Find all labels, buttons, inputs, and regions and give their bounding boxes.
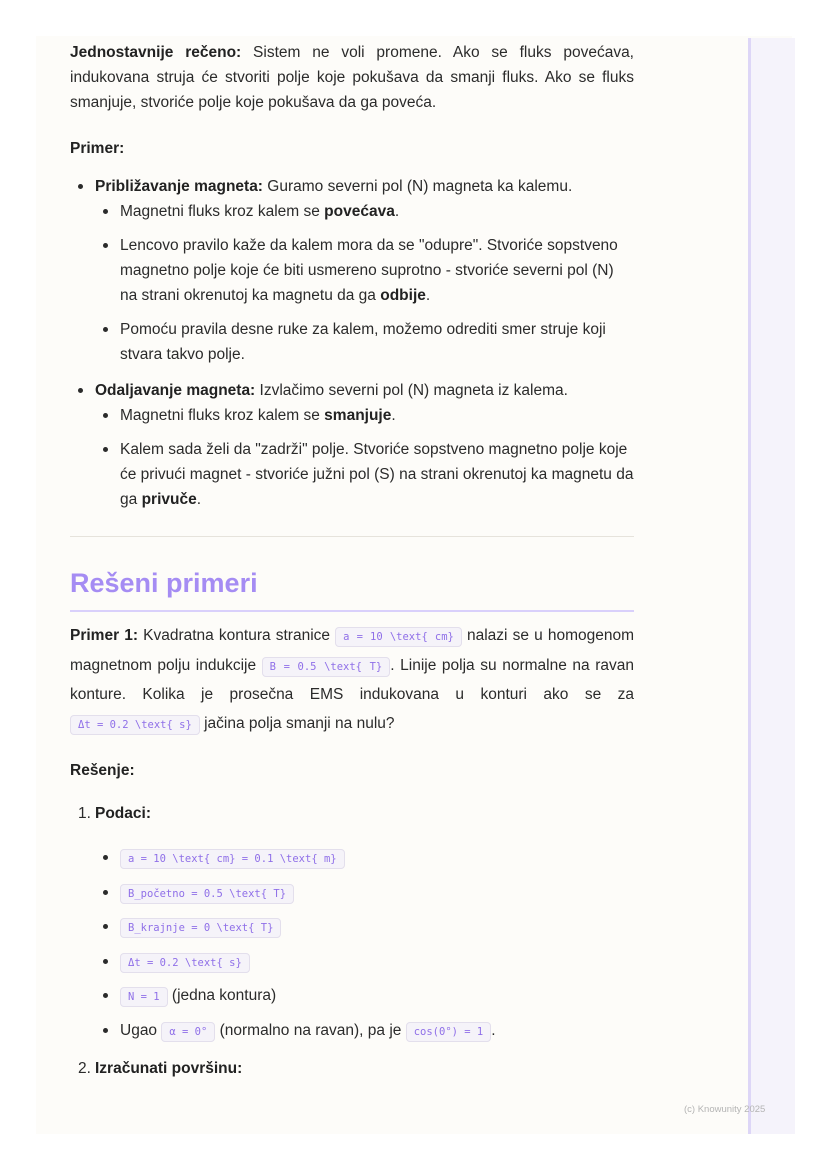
page-sidebar xyxy=(748,38,795,1134)
list-item: Magnetni fluks kroz kalem se smanjuje. xyxy=(95,403,634,428)
approach-title: Približavanje magneta: xyxy=(95,178,263,195)
math-inline: N = 1 xyxy=(120,987,168,1007)
list-item-approach: Približavanje magneta: Guramo severni pol (N) magneta ka kalemu. Magnetni fluks kroz kalem se povećava. Lencovo pravilo kaže da kalem mora da se "odupre". Stvoriće sopstveno magnetno polje koje će biti usmereno suprotno - stvoriće severni pol (N) na strani okrenutoj ka magnetu da ga odbije. Pomoću pravila desne ruke za kalem, možemo odrediti smer struje koji stvara takvo polje. xyxy=(70,174,634,367)
retreat-title: Odaljavanje magneta: xyxy=(95,382,256,399)
math-inline: B = 0.5 \text{ T} xyxy=(262,657,391,677)
list-item: Ugao α = 0° (normalno na ravan), pa je cos(0°) = 1 . xyxy=(95,1018,634,1053)
solution-steps xyxy=(70,801,634,1081)
step-item xyxy=(70,801,634,1052)
step-item xyxy=(70,1056,634,1081)
math-inline: cos(0°) = 1 xyxy=(406,1022,492,1042)
math-inline: B_početno = 0.5 \text{ T} xyxy=(120,884,294,904)
list-item: Magnetni fluks kroz kalem se povećava. xyxy=(95,199,634,224)
list-item: Lencovo pravilo kaže da kalem mora da se "odupre". Stvoriće sopstveno magnetno polje koje će biti usmereno suprotno - stvoriće severni pol (N) na strani okrenutoj ka magnetu da ga odbije. xyxy=(95,233,634,308)
copyright-footer: (c) Knowunity 2025 xyxy=(684,1104,766,1115)
section-title: Rešeni primeri xyxy=(70,565,634,612)
math-inline: B_krajnje = 0 \text{ T} xyxy=(120,918,281,938)
math-inline: α = 0° xyxy=(161,1022,215,1042)
examples-list xyxy=(70,174,634,512)
step-number: 2. xyxy=(78,1060,91,1077)
given-data-list xyxy=(95,845,634,1052)
math-inline: a = 10 \text{ cm} xyxy=(335,627,462,647)
list-item xyxy=(95,949,634,984)
list-item: Pomoću pravila desne ruke za kalem, možemo odrediti smer struje koji stvara takvo polje. xyxy=(95,317,634,367)
math-inline: Δt = 0.2 \text{ s} xyxy=(120,953,250,973)
step-title: Podaci: xyxy=(95,805,151,822)
problem-paragraph: Primer 1: Kvadratna kontura stranice a = 10 \text{ cm} nalazi se u homogenom magnetnom polju indukcije B = 0.5 \text{ T} . Linije polja su normalne na ravan konture. Kolika je prosečna EMS indukovana u konturi ako se za Δt = 0.2 \text{ s} jačina polja smanji na nulu? xyxy=(70,622,634,739)
step-title: Izračunati površinu: xyxy=(95,1060,243,1077)
problem-label: Primer 1: xyxy=(70,627,139,644)
list-item xyxy=(95,880,634,915)
math-inline: a = 10 \text{ cm} = 0.1 \text{ m} xyxy=(120,849,345,869)
document-content xyxy=(70,38,634,1081)
list-item: Kalem sada želi da "zadrži" polje. Stvoriće sopstveno magnetno polje koje će privući magnet - stvoriće južni pol (S) na strani okrenutoj ka magnetu da ga privuče. xyxy=(95,437,634,512)
intro-label: Jednostavnije rečeno: xyxy=(70,44,242,61)
list-item xyxy=(95,914,634,949)
math-inline: Δt = 0.2 \text{ s} xyxy=(70,715,200,735)
intro-paragraph xyxy=(70,40,634,115)
list-item: N = 1 (jedna kontura) xyxy=(95,983,634,1018)
list-item-retreat: Odaljavanje magneta: Izvlačimo severni pol (N) magneta iz kalema. Magnetni fluks kroz kalem se smanjuje. Kalem sada želi da "zadrži" polje. Stvoriće sopstveno magnetno polje koje će privući magnet - stvoriće južni pol (S) na strani okrenutoj ka magnetu da ga privuče. xyxy=(70,378,634,512)
approach-sublist xyxy=(95,199,634,367)
section-divider xyxy=(70,536,634,537)
solution-heading: Rešenje: xyxy=(70,762,135,779)
primer-heading: Primer: xyxy=(70,140,125,157)
intro-text: Sistem ne voli promene. Ako se fluks povećava, indukovana struja će stvoriti polje koje pokušava da smanji fluks. Ako se fluks smanjuje, stvoriće polje koje pokušava da ga poveća. xyxy=(70,44,634,111)
retreat-sublist xyxy=(95,403,634,512)
list-item xyxy=(95,845,634,880)
step-number: 1. xyxy=(78,805,91,822)
